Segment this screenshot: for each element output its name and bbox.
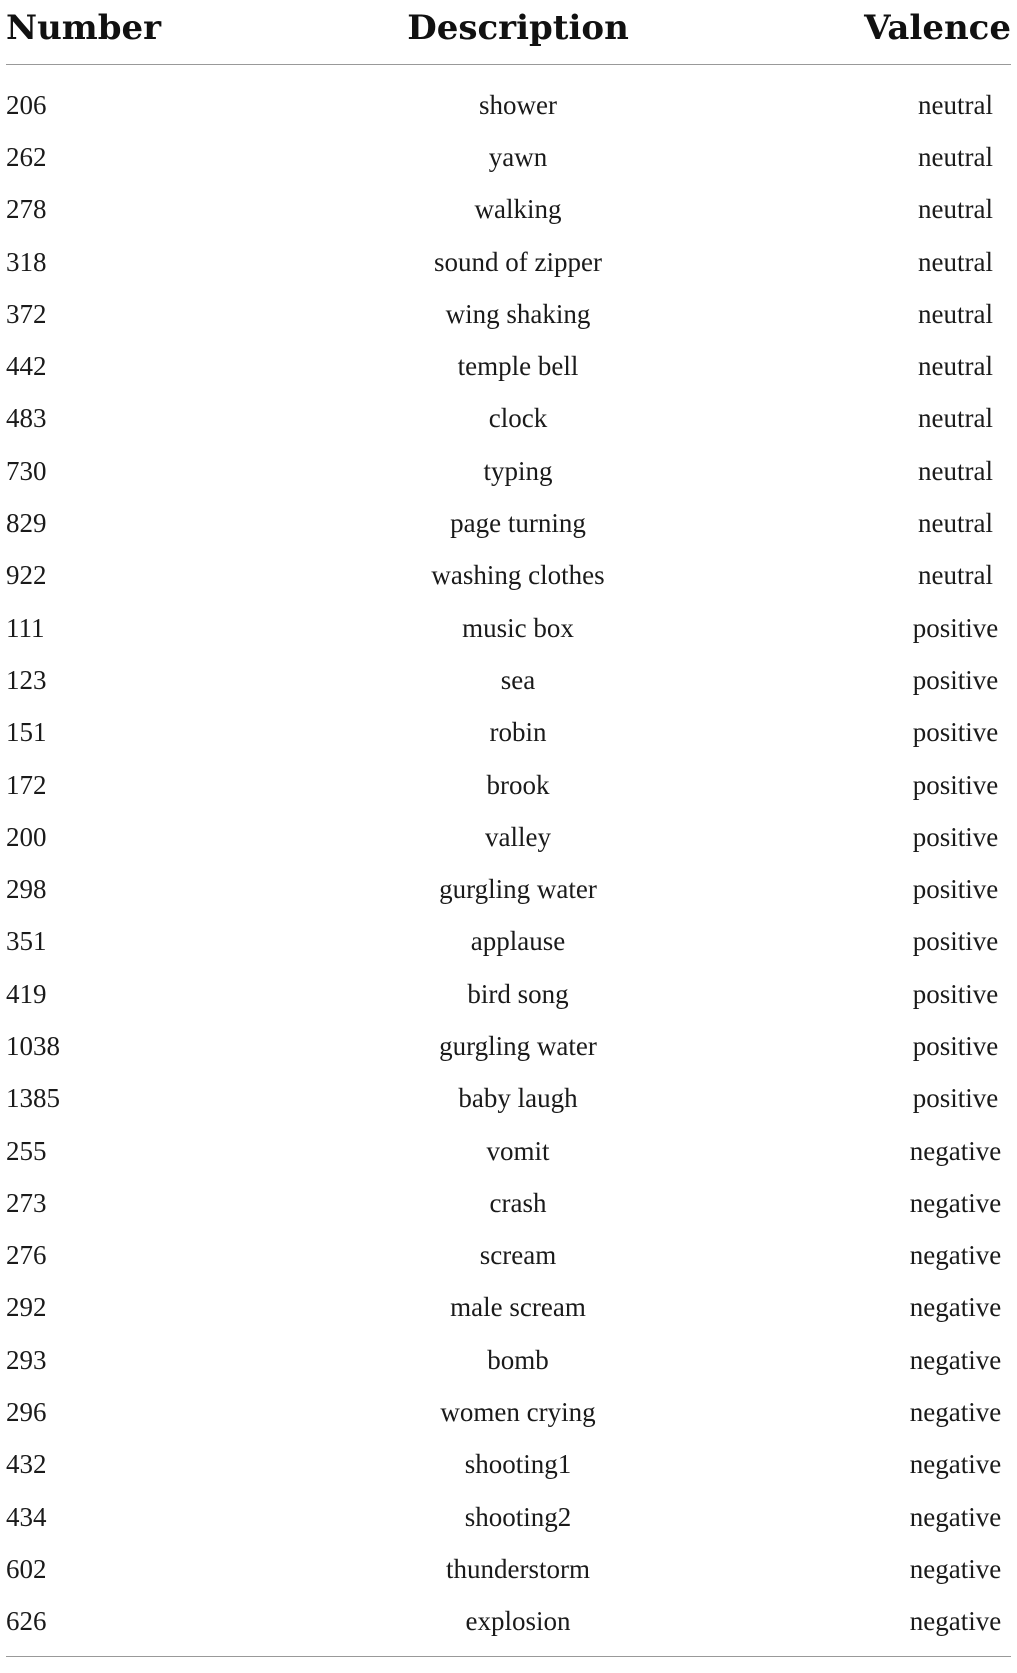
- cell-valence: positive: [912, 821, 999, 852]
- cell-valence: neutral: [918, 351, 993, 382]
- cell-valence: positive: [912, 664, 999, 695]
- cell-valence: negative: [909, 1606, 1002, 1637]
- cell-description: yawn: [488, 141, 548, 172]
- table-row: [6, 1073, 1011, 1125]
- cell-valence: negative: [909, 1397, 1002, 1428]
- cell-number: 255: [6, 1135, 47, 1166]
- cell-valence: neutral: [918, 194, 993, 225]
- cell-valence: negative: [909, 1135, 1002, 1166]
- cell-description: temple bell: [457, 351, 579, 382]
- cell-description: shower: [479, 89, 557, 120]
- cell-description: robin: [489, 717, 547, 748]
- cell-number: 442: [6, 351, 47, 382]
- cell-valence: positive: [912, 978, 999, 1009]
- table-header-row: [6, 0, 1011, 56]
- cell-number: 206: [6, 89, 47, 120]
- cell-valence: neutral: [918, 298, 993, 329]
- cell-description: scream: [479, 1240, 557, 1271]
- cell-description: gurgling water: [439, 874, 597, 905]
- cell-description: bomb: [487, 1344, 549, 1375]
- cell-number: 351: [6, 926, 47, 957]
- cell-description: washing clothes: [431, 560, 605, 591]
- cell-number: 151: [6, 717, 47, 748]
- cell-number: 434: [6, 1501, 47, 1532]
- table-row: [6, 1386, 1011, 1438]
- cell-description: page turning: [450, 508, 586, 539]
- sound-table: [6, 0, 1011, 1657]
- cell-number: 123: [6, 664, 47, 695]
- table-row: [6, 79, 1011, 131]
- cell-description: shooting2: [464, 1501, 572, 1532]
- table-row: [6, 1230, 1011, 1282]
- cell-number: 293: [6, 1344, 47, 1375]
- table-row: [6, 1177, 1011, 1229]
- cell-description: thunderstorm: [446, 1553, 590, 1584]
- cell-number: 419: [6, 978, 47, 1009]
- table-bottom-divider: [6, 1656, 1011, 1657]
- cell-valence: neutral: [918, 141, 993, 172]
- cell-number: 1038: [6, 1030, 60, 1061]
- cell-description: walking: [474, 194, 562, 225]
- cell-description: brook: [486, 769, 550, 800]
- table-row: [6, 1334, 1011, 1386]
- cell-number: 296: [6, 1397, 47, 1428]
- cell-valence: neutral: [918, 455, 993, 486]
- cell-number: 172: [6, 769, 47, 800]
- cell-number: 276: [6, 1240, 47, 1271]
- table-row: [6, 393, 1011, 445]
- table-row: [6, 654, 1011, 706]
- cell-valence: negative: [909, 1292, 1002, 1323]
- cell-number: 111: [6, 612, 45, 643]
- cell-valence: positive: [912, 769, 999, 800]
- table-row: [6, 550, 1011, 602]
- cell-valence: negative: [909, 1501, 1002, 1532]
- table-row: [6, 1491, 1011, 1543]
- cell-valence: negative: [909, 1553, 1002, 1584]
- cell-valence: positive: [912, 1030, 999, 1061]
- cell-number: 432: [6, 1449, 47, 1480]
- cell-valence: positive: [912, 926, 999, 957]
- cell-number: 318: [6, 246, 47, 277]
- cell-valence: neutral: [918, 246, 993, 277]
- cell-valence: negative: [909, 1240, 1002, 1271]
- cell-number: 730: [6, 455, 47, 486]
- cell-valence: positive: [912, 717, 999, 748]
- table-row: [6, 863, 1011, 915]
- cell-number: 200: [6, 821, 47, 852]
- header-valence: Valence: [864, 8, 1011, 48]
- cell-valence: negative: [909, 1187, 1002, 1218]
- table-row: [6, 131, 1011, 183]
- table-body: [6, 79, 1011, 1648]
- header-number: Number: [6, 8, 162, 48]
- table-row: [6, 236, 1011, 288]
- table-row: [6, 968, 1011, 1020]
- cell-description: vomit: [486, 1135, 550, 1166]
- cell-valence: negative: [909, 1449, 1002, 1480]
- table-row: [6, 916, 1011, 968]
- table-row: [6, 1125, 1011, 1177]
- cell-description: baby laugh: [458, 1083, 578, 1114]
- table-row: [6, 1439, 1011, 1491]
- cell-description: male scream: [450, 1292, 586, 1323]
- cell-valence: positive: [912, 612, 999, 643]
- header-description: Description: [407, 8, 629, 48]
- table-row: [6, 445, 1011, 497]
- cell-valence: neutral: [918, 89, 993, 120]
- table-row: [6, 288, 1011, 340]
- table-row: [6, 1543, 1011, 1595]
- table-row: [6, 602, 1011, 654]
- table-row: [6, 1282, 1011, 1334]
- cell-number: 922: [6, 560, 47, 591]
- cell-number: 1385: [6, 1083, 60, 1114]
- table-row: [6, 707, 1011, 759]
- cell-number: 278: [6, 194, 47, 225]
- cell-number: 273: [6, 1187, 47, 1218]
- cell-description: bird song: [467, 978, 569, 1009]
- cell-number: 483: [6, 403, 47, 434]
- cell-valence: neutral: [918, 560, 993, 591]
- cell-number: 372: [6, 298, 47, 329]
- table-row: [6, 1020, 1011, 1072]
- cell-description: crash: [489, 1187, 547, 1218]
- cell-valence: negative: [909, 1344, 1002, 1375]
- cell-number: 626: [6, 1606, 47, 1637]
- cell-description: wing shaking: [445, 298, 591, 329]
- cell-description: shooting1: [464, 1449, 572, 1480]
- table-row: [6, 759, 1011, 811]
- header-divider: [6, 64, 1011, 65]
- cell-valence: neutral: [918, 508, 993, 539]
- cell-number: 602: [6, 1553, 47, 1584]
- table-row: [6, 340, 1011, 392]
- cell-description: sound of zipper: [434, 246, 602, 277]
- cell-description: valley: [485, 821, 551, 852]
- cell-description: sea: [500, 664, 536, 695]
- cell-description: gurgling water: [439, 1030, 597, 1061]
- cell-valence: neutral: [918, 403, 993, 434]
- table-row: [6, 497, 1011, 549]
- cell-number: 298: [6, 874, 47, 905]
- table-row: [6, 1596, 1011, 1648]
- cell-description: typing: [483, 455, 553, 486]
- cell-description: music box: [462, 612, 574, 643]
- cell-number: 262: [6, 141, 47, 172]
- cell-description: explosion: [465, 1606, 571, 1637]
- cell-valence: positive: [912, 874, 999, 905]
- cell-description: applause: [470, 926, 566, 957]
- table-row: [6, 184, 1011, 236]
- cell-number: 829: [6, 508, 47, 539]
- cell-valence: positive: [912, 1083, 999, 1114]
- table-row: [6, 811, 1011, 863]
- cell-description: women crying: [440, 1397, 596, 1428]
- cell-description: clock: [488, 403, 548, 434]
- cell-number: 292: [6, 1292, 47, 1323]
